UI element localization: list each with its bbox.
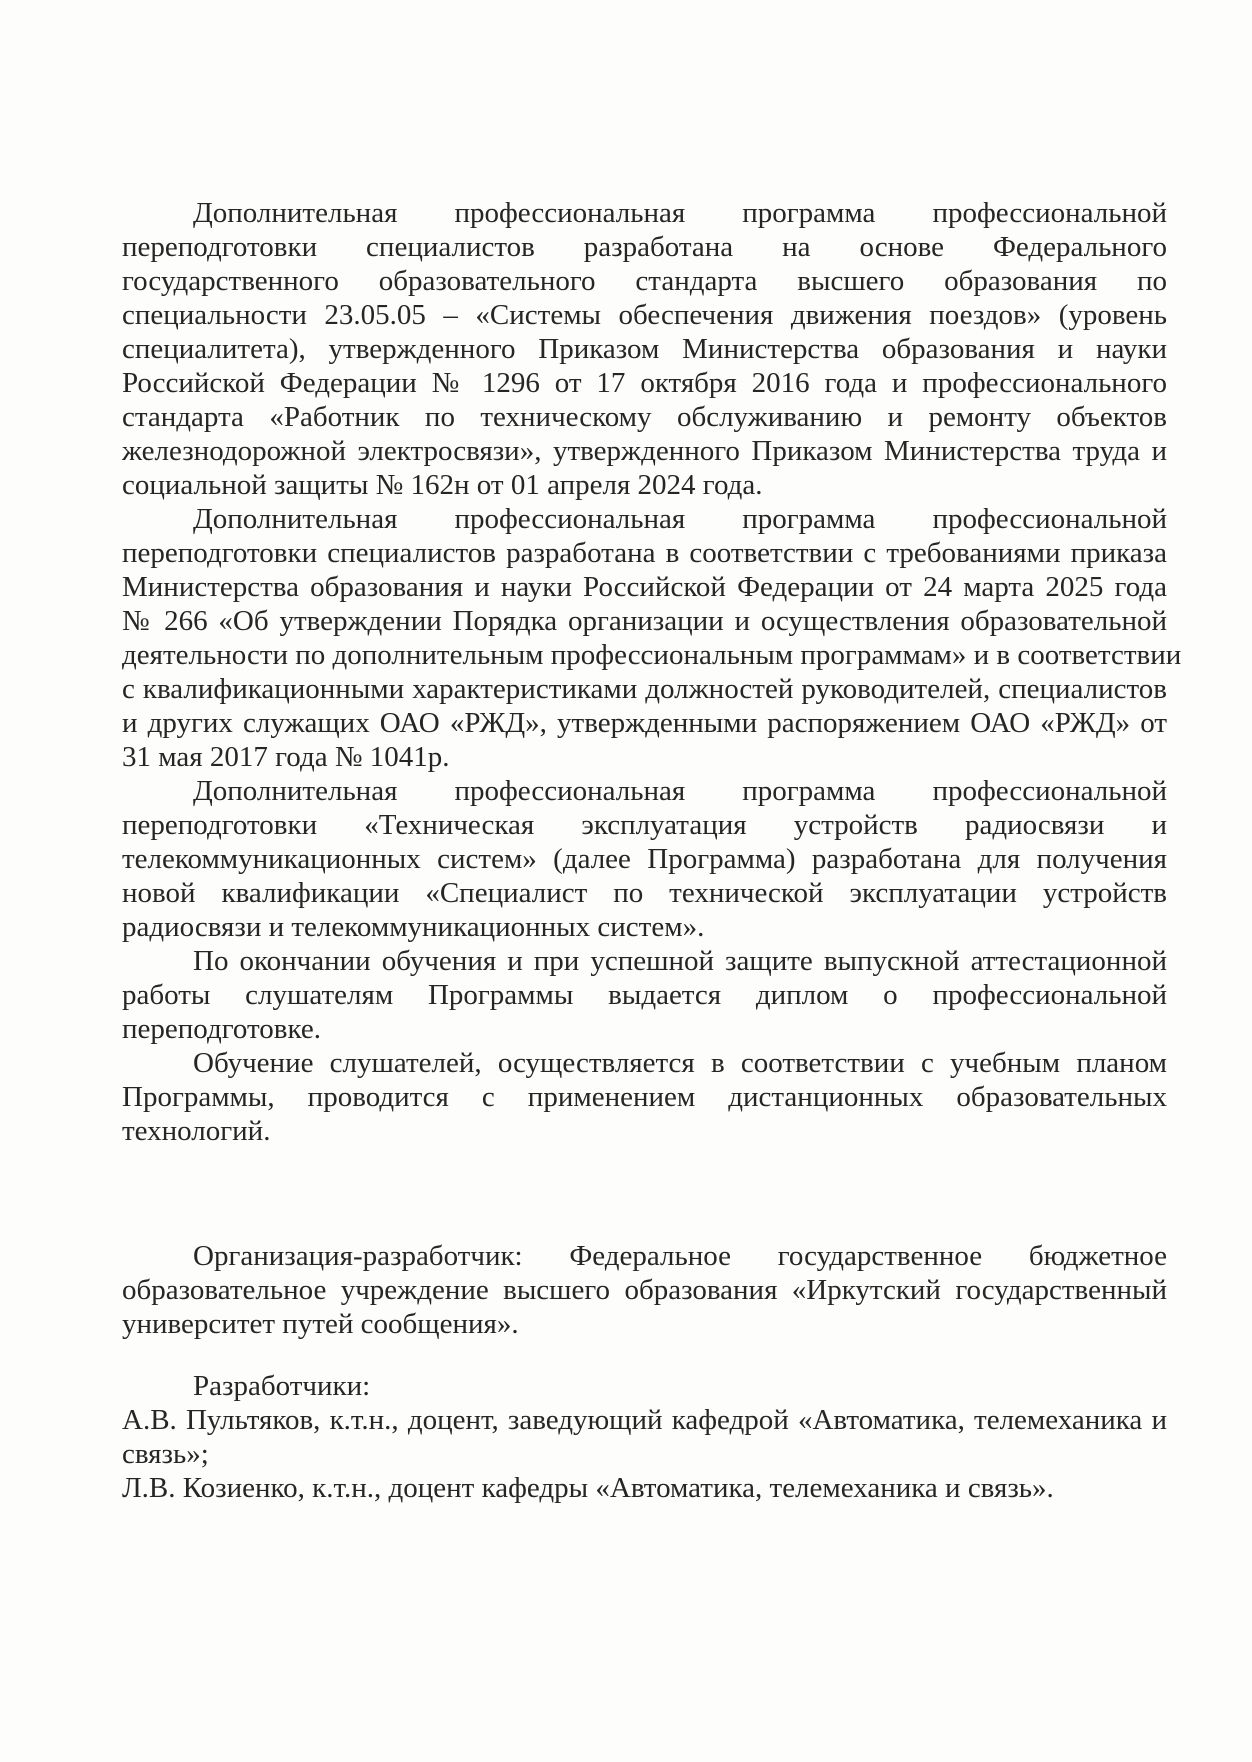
- text-line: телекоммуникационных систем» (далее Программа) разработана для получения: [122, 843, 1167, 875]
- text-line: железнодорожной электросвязи», утвержденного Приказом Министерства труда и: [122, 435, 1167, 467]
- text-line: переподготовки специалистов разработана на основе Федерального: [122, 231, 1167, 263]
- text-line: переподготовке.: [122, 1013, 321, 1045]
- text-line: переподготовки «Техническая эксплуатация устройств радиосвязи и: [122, 809, 1167, 841]
- text-line: образовательное учреждение высшего образования «Иркутский государственный: [122, 1274, 1167, 1306]
- text-line: переподготовки специалистов разработана в соответствии с требованиями приказа: [122, 537, 1167, 569]
- document-body: [122, 196, 1182, 1505]
- paragraph: [122, 774, 1167, 944]
- text-line: университет путей сообщения».: [122, 1308, 519, 1340]
- text-line: Дополнительная профессиональная программа профессиональной: [193, 197, 1167, 229]
- text-line: социальной защиты № 162н от 01 апреля 2024 года.: [122, 469, 763, 501]
- text-line: специальности 23.05.05 – «Системы обеспечения движения поездов» (уровень: [122, 299, 1167, 331]
- text-line: и других служащих ОАО «РЖД», утвержденными распоряжением ОАО «РЖД» от: [122, 707, 1167, 739]
- text-line: новой квалификации «Специалист по технической эксплуатации устройств: [122, 877, 1167, 909]
- text-line: А.В. Пультяков, к.т.н., доцент, заведующий кафедрой «Автоматика, телемеханика и: [122, 1404, 1167, 1436]
- text-line: работы слушателям Программы выдается диплом о профессиональной: [122, 979, 1167, 1011]
- text-line: Российской Федерации № 1296 от 17 октября 2016 года и профессионального: [122, 367, 1167, 399]
- text-line: Программы, проводится с применением дистанционных образовательных: [122, 1081, 1167, 1113]
- paragraph: [122, 1403, 1167, 1471]
- text-line: деятельности по дополнительным профессиональным программам» и в соответствии: [122, 639, 1182, 671]
- paragraph: [122, 1046, 1167, 1148]
- paragraph: [122, 944, 1167, 1046]
- text-line: с квалификационными характеристиками должностей руководителей, специалистов: [122, 673, 1167, 705]
- text-line: технологий.: [122, 1115, 271, 1147]
- text-line: радиосвязи и телекоммуникационных систем».: [122, 911, 705, 943]
- text-line: государственного образовательного стандарта высшего образования по: [122, 265, 1167, 297]
- text-line: По окончании обучения и при успешной защите выпускной аттестационной: [193, 945, 1167, 977]
- text-line: связь»;: [122, 1438, 209, 1470]
- text-line: Организация-разработчик: Федеральное государственное бюджетное: [193, 1240, 1167, 1272]
- paragraph: [122, 1471, 1167, 1505]
- text-line: специалитета), утвержденного Приказом Министерства образования и науки: [122, 333, 1167, 365]
- text-line: Л.В. Козиенко, к.т.н., доцент кафедры «Автоматика, телемеханика и связь».: [122, 1472, 1054, 1504]
- text-line: Министерства образования и науки Российской Федерации от 24 марта 2025 года: [122, 571, 1167, 603]
- text-line: Дополнительная профессиональная программа профессиональной: [193, 503, 1167, 535]
- text-line: Дополнительная профессиональная программа профессиональной: [193, 775, 1167, 807]
- paragraph: [122, 196, 1167, 502]
- paragraph: [122, 502, 1182, 774]
- text-line: стандарта «Работник по техническому обслуживанию и ремонту объектов: [122, 401, 1167, 433]
- paragraph: [122, 1239, 1167, 1341]
- text-line: 31 мая 2017 года № 1041р.: [122, 741, 450, 773]
- paragraph: [122, 1369, 1167, 1403]
- text-line: Разработчики:: [193, 1370, 371, 1402]
- text-line: № 266 «Об утверждении Порядка организации и осуществления образовательной: [122, 605, 1167, 637]
- text-line: Обучение слушателей, осуществляется в соответствии с учебным планом: [193, 1047, 1167, 1079]
